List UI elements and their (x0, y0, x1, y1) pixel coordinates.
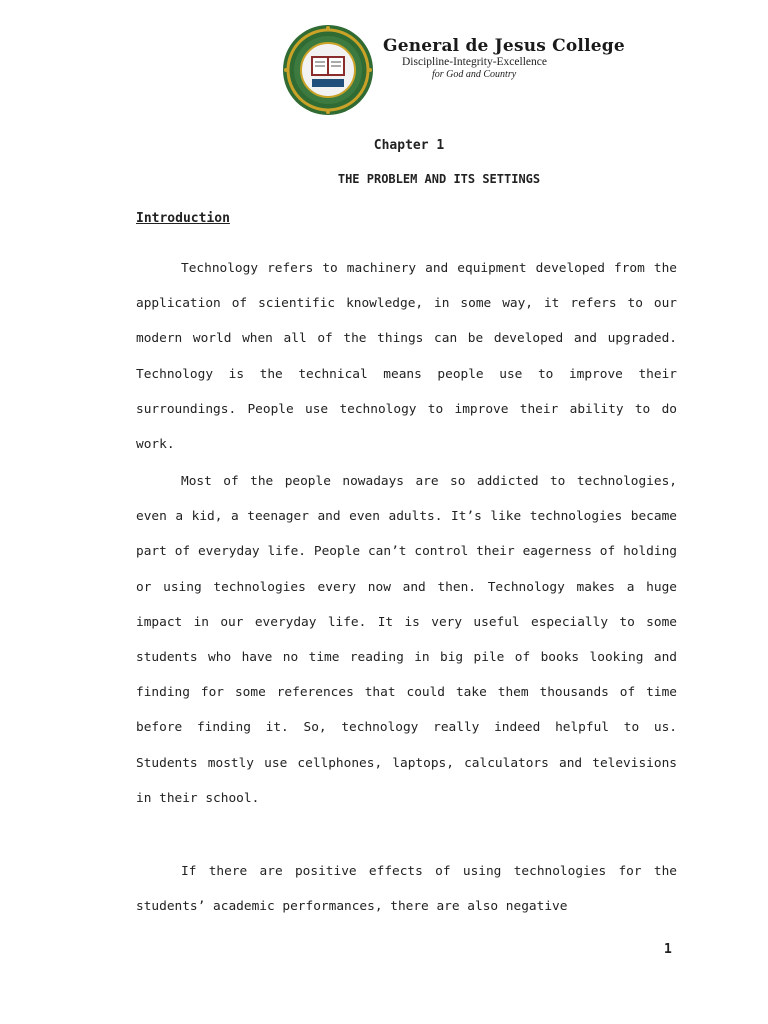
chapter-heading: Chapter 1 (373, 138, 445, 153)
letterhead (282, 24, 625, 114)
page-number: 1 (664, 942, 672, 957)
paragraph: If there are positive effects of using technologies for the students’ academic performances, there are also negative (136, 864, 677, 915)
chapter-title: THE PROBLEM AND ITS SETTINGS (337, 172, 541, 186)
college-name: General de Jesus College (383, 36, 625, 56)
section-heading: Introduction (136, 211, 230, 226)
paragraph: Technology refers to machinery and equipment developed from the application of scientific knowledge, in some way, it refers to our modern world when all of the things can be developed and upgraded. Technology is the technical means people use to improve their surroundings. People use technology to improve their ability to do work. (136, 261, 677, 453)
college-motto: Discipline-Integrity-Excellence (402, 56, 547, 68)
college-tagline: for God and Country (432, 69, 517, 80)
college-seal-icon (282, 24, 374, 116)
paragraph: Most of the people nowadays are so addicted to technologies, even a kid, a teenager and even adults. It’s like technologies became part of everyday life. People can’t control their eagerness of holding or using technologies every now and then. Technology makes a huge impact in our everyday life. It is very useful especially to some students who have no time reading in big pile of books looking and finding for some references that could take them thousands of time before finding it. So, technology really indeed helpful to us. Students mostly use cellphones, laptops, calculators and televisions in their school. (136, 474, 677, 806)
